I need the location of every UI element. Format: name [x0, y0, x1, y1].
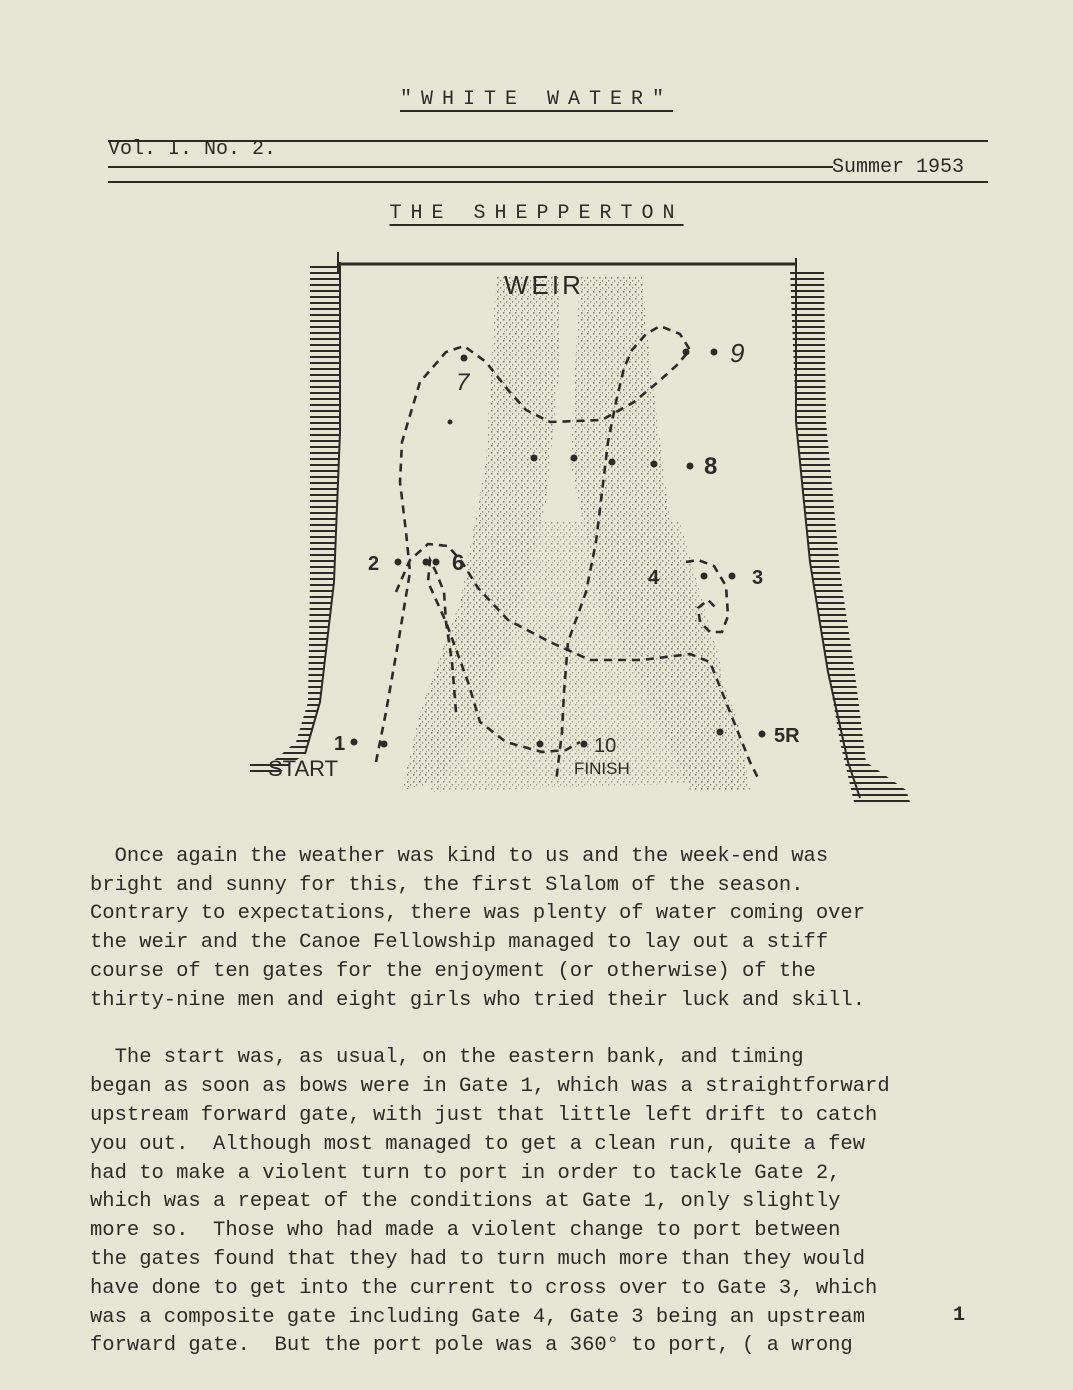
gate-pole [381, 741, 388, 748]
article-body [90, 814, 1050, 1390]
gate-label-2: 2 [368, 553, 380, 575]
article-title-text: THE SHEPPERTON [389, 202, 684, 225]
gate-pole [351, 739, 358, 746]
gate-pole [687, 463, 694, 470]
gate-label-9: 9 [730, 338, 745, 368]
page-number: 1 [953, 1304, 966, 1327]
text-line: thirty-nine men and eight girls who tried their luck and skill. [90, 988, 866, 1012]
gate-pole [701, 573, 708, 580]
paragraph-1 [90, 843, 1050, 1016]
text-line: Contrary to expectations, there was plenty of water coming over [90, 902, 866, 926]
gate-label-5r: 5R [774, 725, 800, 747]
gate-label-6: 6 [452, 550, 465, 575]
gate-pole [651, 461, 658, 468]
gate-label-10: 10 [594, 735, 617, 757]
gate-pole [729, 573, 736, 580]
gate-pole [683, 349, 690, 356]
text-line: Once again the weather was kind to us and the week-end was [90, 844, 829, 868]
gate-pole [711, 349, 718, 356]
slalom-course-diagram [250, 242, 910, 808]
text-line: The start was, as usual, on the eastern bank, and timing [90, 1046, 804, 1070]
gate-pole [581, 741, 588, 748]
masthead-rule-mid [108, 166, 833, 168]
gate-label-4: 4 [648, 567, 660, 589]
gate-pole [531, 455, 538, 462]
weir-structure [338, 252, 796, 272]
text-line: the weir and the Canoe Fellowship managed to lay out a stiff [90, 931, 829, 955]
west-bank [250, 262, 340, 776]
text-line: have done to get into the current to cross over to Gate 3, which [90, 1276, 878, 1300]
gate-pole [571, 455, 578, 462]
gate-pole [609, 459, 616, 466]
gate-pole [448, 420, 453, 425]
gate-pole [717, 729, 724, 736]
start-label: START [268, 756, 339, 781]
weir-label: WEIR [504, 270, 584, 300]
newsletter-title: "WHITE WATER" [399, 88, 674, 111]
text-line: upstream forward gate, with just that little left drift to catch [90, 1103, 878, 1127]
gate-pole [759, 731, 766, 738]
gate-pole [433, 559, 440, 566]
gate-label-3: 3 [752, 567, 764, 589]
gate-pole [461, 355, 468, 362]
gate-label-7: 7 [456, 369, 470, 396]
paragraph-2 [90, 1044, 1050, 1361]
text-line: more so. Those who had made a violent change to port between [90, 1219, 841, 1243]
gate-pole [395, 559, 402, 566]
text-line: forward gate. But the port pole was a 360° to port, ( a wrong [90, 1334, 853, 1358]
newsletter-masthead [0, 88, 1073, 111]
gate-label-8: 8 [704, 453, 718, 480]
finish-label: FINISH [574, 759, 630, 778]
gate-label-1: 1 [334, 733, 346, 755]
volume-number: Vol. I. No. 2. [108, 138, 277, 161]
text-line: course of ten gates for the enjoyment (or otherwise) of the [90, 959, 816, 983]
text-line: began as soon as bows were in Gate 1, which was a straightforward [90, 1075, 890, 1099]
text-line: bright and sunny for this, the first Slalom of the season. [90, 873, 804, 897]
text-line: which was a repeat of the conditions at Gate 1, only slightly [90, 1190, 841, 1214]
gate-pole [537, 741, 544, 748]
gate-pole [423, 559, 430, 566]
article-title [0, 202, 1073, 225]
white-water-spray [402, 276, 750, 792]
masthead-rule-bottom [108, 181, 988, 183]
issue-season: Summer 1953 [832, 156, 965, 179]
text-line: you out. Although most managed to get a clean run, quite a few [90, 1132, 866, 1156]
text-line: had to make a violent turn to port in order to tackle Gate 2, [90, 1161, 841, 1185]
text-line: was a composite gate including Gate 4, Gate 3 being an upstream [90, 1305, 866, 1329]
text-line: the gates found that they had to turn much more than they would [90, 1247, 866, 1271]
east-bank [790, 270, 910, 802]
